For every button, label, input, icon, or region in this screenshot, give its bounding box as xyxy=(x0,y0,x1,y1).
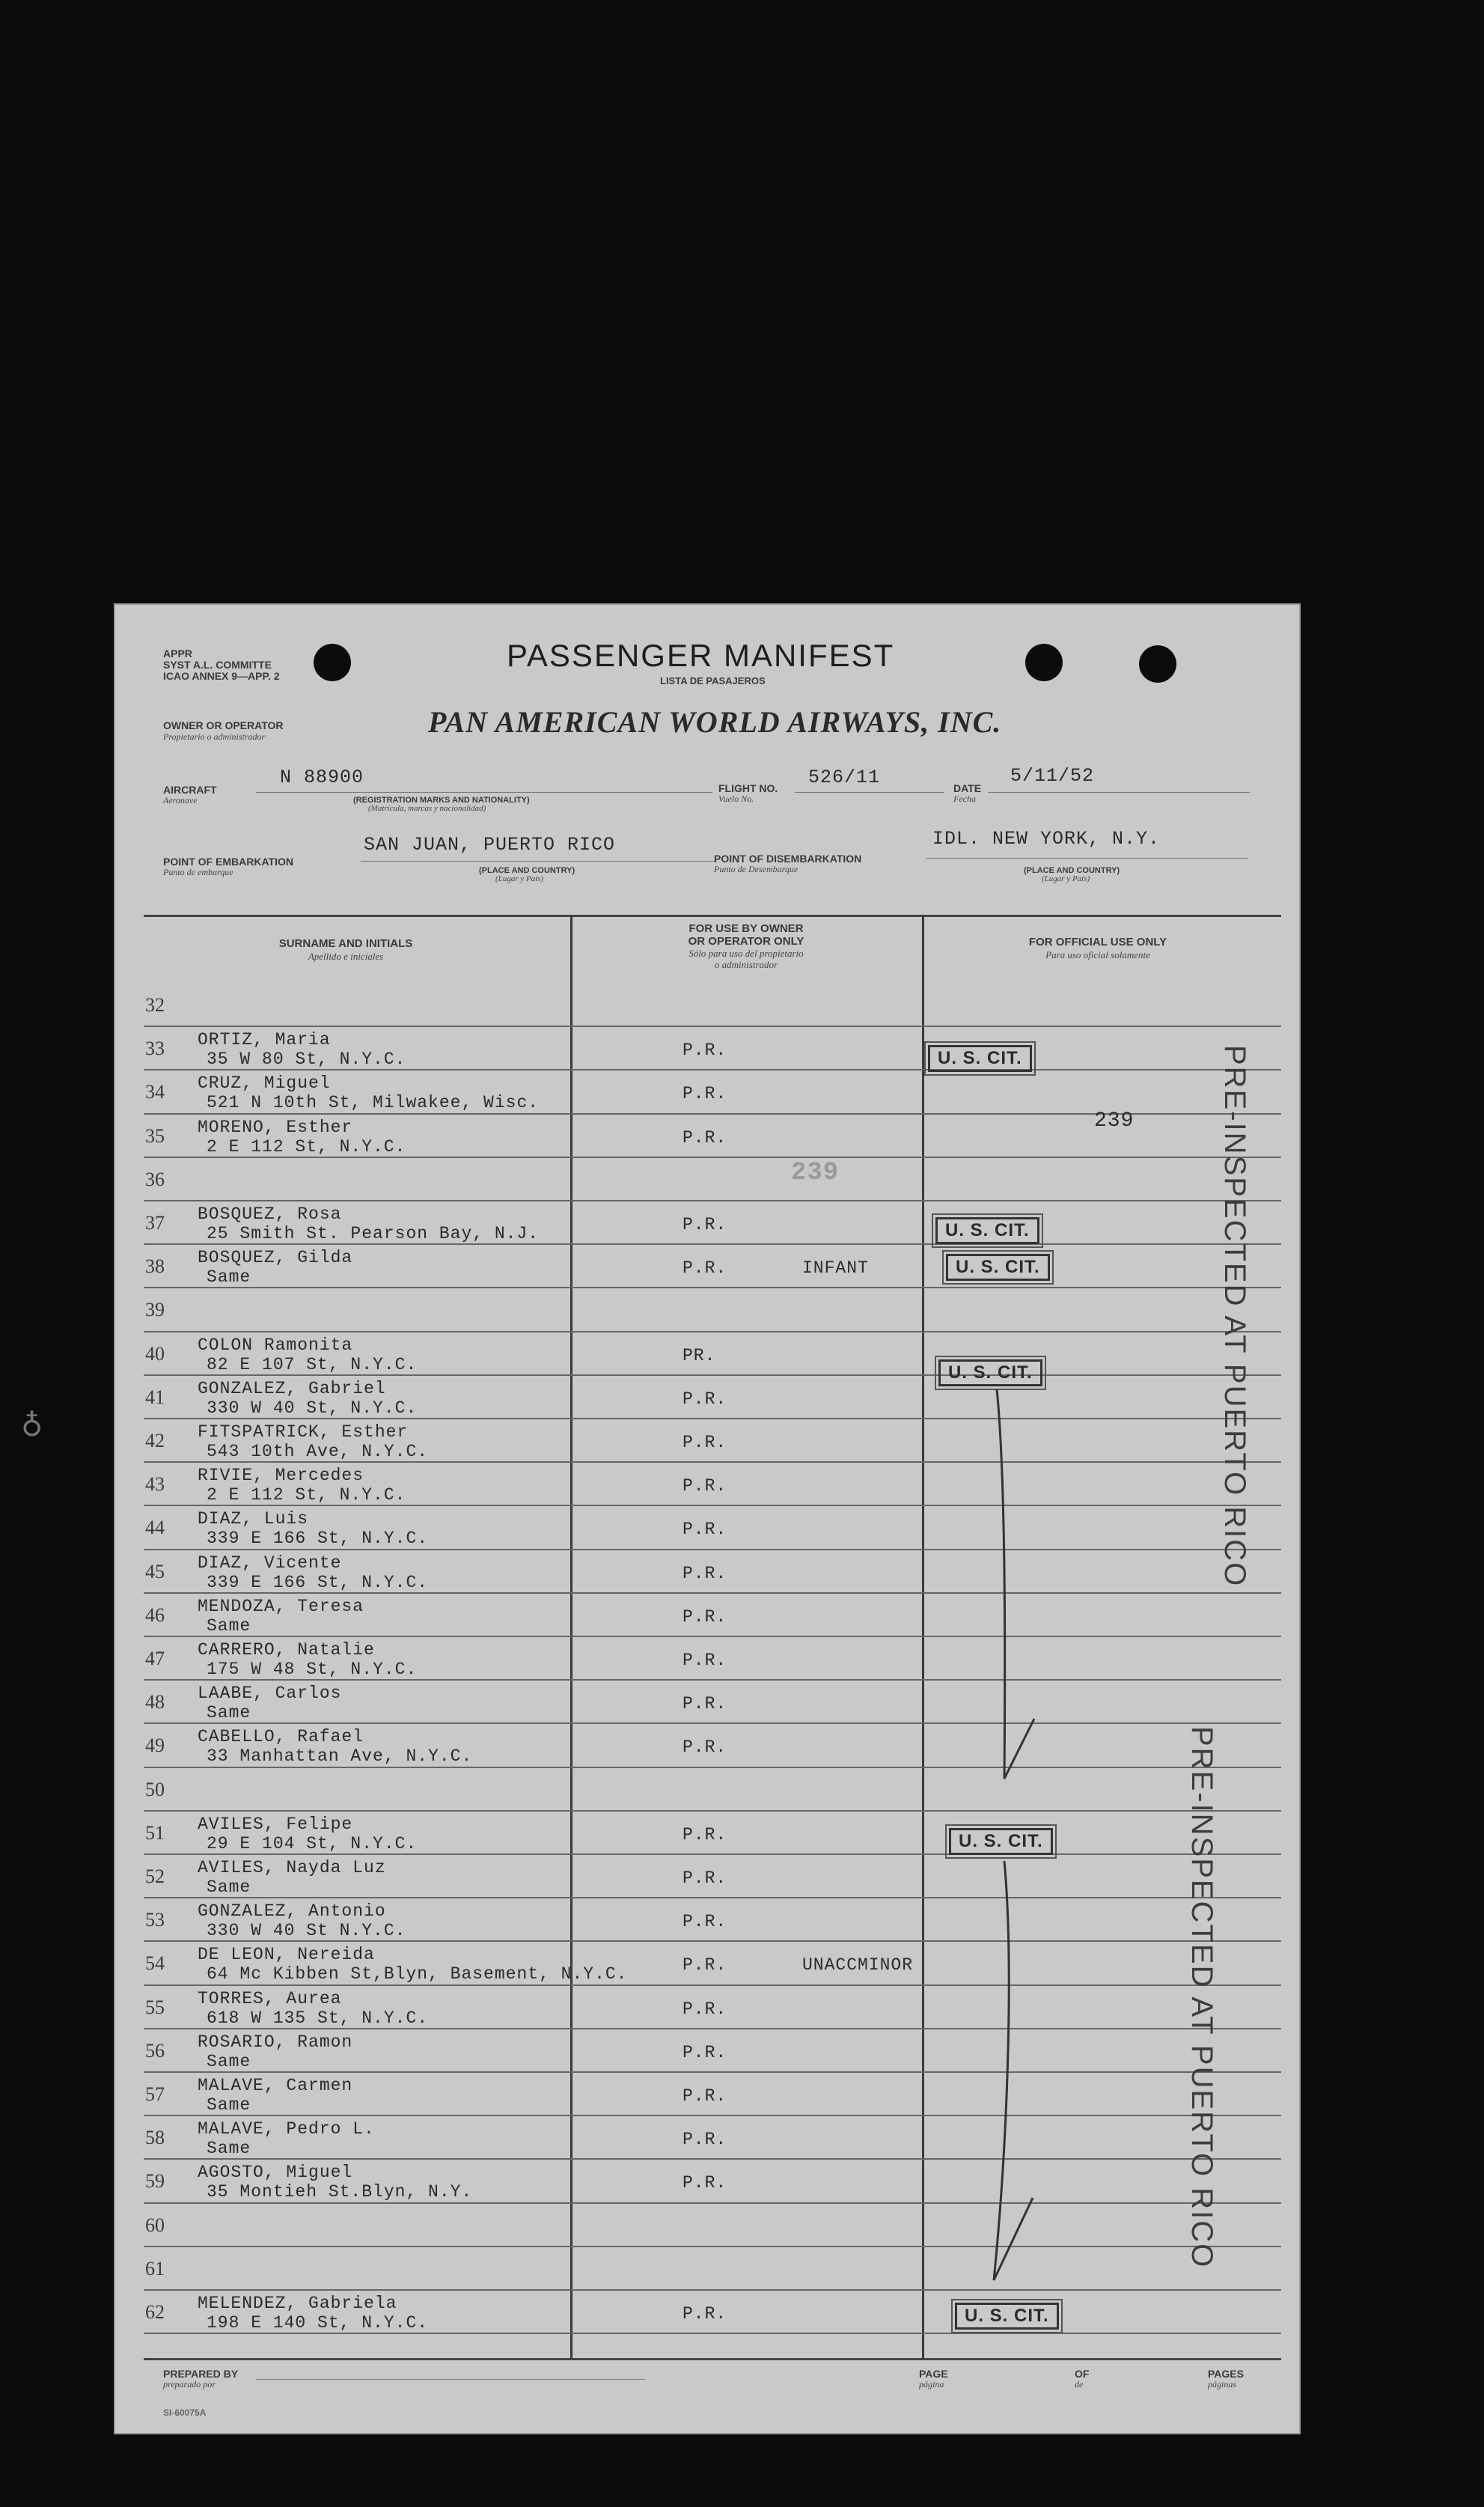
owner-label: OWNER OR OPERATOR xyxy=(163,719,284,731)
passenger-name: MALAVE, Pedro L. xyxy=(198,2119,375,2139)
row-number: 53 xyxy=(145,1909,165,1931)
row-divider xyxy=(144,2071,1281,2073)
form-code: SI-60075A xyxy=(163,2407,207,2418)
us-cit-stamp: U. S. CIT. xyxy=(946,1254,1050,1281)
passenger-name: AVILES, Felipe xyxy=(198,1815,353,1834)
row-number: 37 xyxy=(145,1212,165,1234)
of-label: OF xyxy=(1075,2368,1090,2380)
operator-code: P.R. xyxy=(683,1389,727,1409)
row-number: 40 xyxy=(145,1343,165,1365)
row-divider xyxy=(144,1722,1281,1724)
passenger-address: 543 10th Ave, N.Y.C. xyxy=(207,1442,429,1461)
passenger-address: 35 W 80 St, N.Y.C. xyxy=(207,1050,406,1069)
disembark-place-note-es: (Lugar y País) xyxy=(1042,874,1090,883)
row-number: 36 xyxy=(145,1169,165,1190)
manifest-sheet xyxy=(114,603,1301,2434)
row-divider xyxy=(144,1853,1281,1855)
page-title: PASSENGER MANIFEST xyxy=(507,638,895,673)
passenger-address: Same xyxy=(207,1267,251,1287)
aircraft-value: N 88900 xyxy=(280,767,364,788)
operator-code: P.R. xyxy=(683,1651,727,1670)
passenger-address: 175 W 48 St, N.Y.C. xyxy=(207,1660,418,1679)
operator-note: UNACCMINOR xyxy=(802,1955,914,1975)
row-number: 52 xyxy=(145,1865,165,1887)
row-divider xyxy=(144,1418,1281,1419)
row-number: 46 xyxy=(145,1604,165,1626)
row-number: 42 xyxy=(145,1430,165,1451)
row-number: 49 xyxy=(145,1734,165,1756)
passenger-name: FITSPATRICK, Esther xyxy=(198,1422,409,1442)
operator-code: P.R. xyxy=(683,2043,727,2062)
flight-label: FLIGHT NO. xyxy=(718,782,778,794)
operator-code: P.R. xyxy=(683,1825,727,1845)
row-number: 47 xyxy=(145,1648,165,1669)
row-number: 58 xyxy=(145,2127,165,2148)
operator-code: P.R. xyxy=(683,1564,727,1583)
prepared-by-label-es: preparado por xyxy=(163,2379,216,2389)
passenger-name: ROSARIO, Ramon xyxy=(198,2032,353,2052)
check-mark-icon xyxy=(974,1846,1064,2325)
row-number: 44 xyxy=(145,1517,165,1538)
passenger-name: CARRERO, Natalie xyxy=(198,1640,375,1660)
row-number: 43 xyxy=(145,1473,165,1495)
row-divider xyxy=(144,1549,1281,1550)
pre-inspected-stamp: PRE-INSPECTED AT PUERTO RICO xyxy=(1218,1045,1251,1588)
passenger-address: 339 E 166 St, N.Y.C. xyxy=(207,1573,429,1592)
operator-code: P.R. xyxy=(683,1084,727,1103)
row-number: 39 xyxy=(145,1299,165,1320)
row-divider xyxy=(144,1069,1281,1070)
operator-code: P.R. xyxy=(683,1476,727,1496)
row-divider xyxy=(144,1287,1281,1288)
operator-code: PR. xyxy=(683,1346,716,1365)
passenger-address: Same xyxy=(207,1616,251,1636)
passenger-address: Same xyxy=(207,2095,251,2115)
disembark-place-note: (PLACE AND COUNTRY) xyxy=(1024,866,1120,875)
col-official-head-es: Para uso oficial solamente xyxy=(1045,949,1150,960)
row-number: 41 xyxy=(145,1386,165,1408)
operator-code: P.R. xyxy=(683,2130,727,2149)
date-value: 5/11/52 xyxy=(1010,765,1095,787)
passenger-address: 29 E 104 St, N.Y.C. xyxy=(207,1834,418,1853)
registration-note-es: (Matrícula, marcas y nacionalidad) xyxy=(368,804,486,813)
embark-place-note-es: (Lugar y País) xyxy=(495,874,544,883)
row-divider xyxy=(144,2246,1281,2247)
row-number: 50 xyxy=(145,1779,165,1800)
row-divider xyxy=(144,1461,1281,1463)
passenger-name: GONZALEZ, Gabriel xyxy=(198,1379,386,1398)
row-number: 51 xyxy=(145,1822,165,1844)
faint-count: 239 xyxy=(791,1159,840,1187)
row-divider xyxy=(144,2202,1281,2204)
flight-value: 526/11 xyxy=(808,767,881,788)
row-divider xyxy=(144,2289,1281,2291)
operator-code: P.R. xyxy=(683,1041,727,1060)
row-divider xyxy=(144,1157,1281,1158)
check-mark-icon xyxy=(974,1374,1064,1816)
passenger-name: LAABE, Carlos xyxy=(198,1684,342,1703)
passenger-address: Same xyxy=(207,1877,251,1897)
passenger-address: Same xyxy=(207,2052,251,2071)
operator-code: P.R. xyxy=(683,2086,727,2106)
row-number: 48 xyxy=(145,1691,165,1713)
row-divider xyxy=(144,1200,1281,1201)
passenger-address: Same xyxy=(207,2139,251,2158)
operator-code: P.R. xyxy=(683,1999,727,2019)
us-cit-stamp: U. S. CIT. xyxy=(928,1045,1032,1072)
passenger-name: CRUZ, Miguel xyxy=(198,1073,331,1093)
us-cit-stamp: U. S. CIT. xyxy=(949,1828,1053,1855)
row-number: 34 xyxy=(145,1081,165,1103)
passenger-name: RIVIE, Mercedes xyxy=(198,1466,364,1485)
passenger-name: COLON Ramonita xyxy=(198,1335,353,1355)
row-number: 38 xyxy=(145,1255,165,1277)
operator-code: P.R. xyxy=(683,1737,727,1757)
operator-code: P.R. xyxy=(683,1433,727,1452)
passenger-name: TORRES, Aurea xyxy=(198,1989,342,2008)
of-label-es: de xyxy=(1075,2379,1084,2389)
passenger-name: MORENO, Esther xyxy=(198,1118,353,1137)
passenger-name: BOSQUEZ, Rosa xyxy=(198,1204,342,1224)
aircraft-label: AIRCRAFT xyxy=(163,784,217,796)
row-divider xyxy=(144,1505,1281,1506)
passenger-name: DIAZ, Vicente xyxy=(198,1553,342,1573)
pages-label: PAGES xyxy=(1208,2368,1244,2380)
page-label: PAGE xyxy=(919,2368,948,2380)
passenger-address: 339 E 166 St, N.Y.C. xyxy=(207,1529,429,1548)
col-surname-head-es: Apellido e iniciales xyxy=(308,951,384,962)
row-number: 45 xyxy=(145,1561,165,1583)
airline-name: PAN AMERICAN WORLD AIRWAYS, INC. xyxy=(428,705,1002,739)
row-divider xyxy=(144,2333,1281,2334)
operator-code: P.R. xyxy=(683,1955,727,1975)
approval-note: APPR SYST A.L. COMMITTE ICAO ANNEX 9—APP. 2 xyxy=(163,648,280,682)
operator-code: P.R. xyxy=(683,1694,727,1714)
row-divider xyxy=(144,1026,1281,1027)
page-label-es: página xyxy=(919,2379,944,2389)
col-owner-head: FOR USE BY OWNER OR OPERATOR ONLY xyxy=(688,922,804,948)
operator-code: P.R. xyxy=(683,1607,727,1627)
row-divider xyxy=(144,1897,1281,1898)
row-divider xyxy=(144,2028,1281,2029)
row-divider xyxy=(144,1679,1281,1681)
row-number: 62 xyxy=(145,2301,165,2323)
disembark-label-es: Punto de Desembarque xyxy=(714,864,799,874)
row-number: 33 xyxy=(145,1038,165,1059)
row-divider xyxy=(144,1331,1281,1332)
passenger-name: AVILES, Nayda Luz xyxy=(198,1858,386,1877)
owner-label-es: Propietario o administrador xyxy=(163,731,266,742)
operator-note: INFANT xyxy=(802,1258,869,1278)
embark-label-es: Punto de embarque xyxy=(163,867,233,877)
row-number: 61 xyxy=(145,2258,165,2279)
operator-code: P.R. xyxy=(683,1128,727,1148)
passenger-name: BOSQUEZ, Gilda xyxy=(198,1248,353,1267)
us-cit-stamp: U. S. CIT. xyxy=(955,2303,1059,2330)
col-official-head: FOR OFFICIAL USE ONLY xyxy=(1028,936,1167,948)
passenger-address: 330 W 40 St, N.Y.C. xyxy=(207,1398,418,1418)
operator-code: P.R. xyxy=(683,1912,727,1931)
row-divider xyxy=(144,1592,1281,1594)
passenger-address: 330 W 40 St N.Y.C. xyxy=(207,1921,406,1940)
passenger-name: DE LEON, Nereida xyxy=(198,1945,375,1964)
passenger-name: MALAVE, Carmen xyxy=(198,2076,353,2095)
passenger-address: 35 Montieh St.Blyn, N.Y. xyxy=(207,2182,473,2202)
embark-label: POINT OF EMBARKATION xyxy=(163,856,293,868)
row-number: 55 xyxy=(145,1996,165,2018)
operator-code: P.R. xyxy=(683,1868,727,1888)
row-divider xyxy=(144,1810,1281,1812)
passenger-address: 198 E 140 St, N.Y.C. xyxy=(207,2313,429,2333)
punch-hole-left xyxy=(314,644,351,681)
registration-note: (REGISTRATION MARKS AND NATIONALITY) xyxy=(353,796,530,805)
disembark-label: POINT OF DISEMBARKATION xyxy=(714,853,862,865)
row-number: 54 xyxy=(145,1952,165,1974)
aircraft-label-es: Aeronave xyxy=(163,795,198,805)
passenger-address: 2 E 112 St, N.Y.C. xyxy=(207,1485,406,1505)
row-number: 60 xyxy=(145,2214,165,2236)
row-number: 57 xyxy=(145,2083,165,2105)
row-divider xyxy=(144,1243,1281,1245)
punch-hole-right-2 xyxy=(1139,645,1176,683)
date-label: DATE xyxy=(953,782,982,794)
pages-label-es: páginas xyxy=(1208,2379,1237,2389)
row-divider xyxy=(144,2158,1281,2160)
row-divider xyxy=(144,2115,1281,2116)
embark-value: SAN JUAN, PUERTO RICO xyxy=(364,834,616,856)
row-divider xyxy=(144,1636,1281,1637)
operator-code: P.R. xyxy=(683,1520,727,1539)
disembark-value: IDL. NEW YORK, N.Y. xyxy=(932,828,1161,850)
passenger-name: DIAZ, Luis xyxy=(198,1509,309,1529)
row-divider xyxy=(144,1940,1281,1942)
pre-inspected-stamp: PRE-INSPECTED AT PUERTO RICO xyxy=(1185,1726,1218,2269)
row-divider xyxy=(144,1767,1281,1768)
prepared-by-label: PREPARED BY xyxy=(163,2368,239,2380)
col-surname-head: SURNAME AND INITIALS xyxy=(278,937,413,950)
row-divider xyxy=(144,1984,1281,1986)
passenger-address: 25 Smith St. Pearson Bay, N.J. xyxy=(207,1224,540,1243)
row-number: 32 xyxy=(145,994,165,1016)
passenger-address: 82 E 107 St, N.Y.C. xyxy=(207,1355,418,1374)
operator-code: P.R. xyxy=(683,1215,727,1234)
passenger-name: MENDOZA, Teresa xyxy=(198,1597,364,1616)
row-number: 56 xyxy=(145,2040,165,2062)
passenger-name: GONZALEZ, Antonio xyxy=(198,1901,386,1921)
passenger-address: 33 Manhattan Ave, N.Y.C. xyxy=(207,1746,473,1766)
passenger-count: 239 xyxy=(1094,1109,1135,1133)
passenger-address: 64 Mc Kibben St,Blyn, Basement, N.Y.C. xyxy=(207,1964,628,1984)
flight-label-es: Vuelo No. xyxy=(718,793,754,804)
passenger-name: CABELLO, Rafael xyxy=(198,1727,364,1746)
us-cit-stamp: U. S. CIT. xyxy=(938,1359,1042,1386)
passenger-name: AGOSTO, Miguel xyxy=(198,2163,353,2182)
row-divider xyxy=(144,1374,1281,1376)
embark-place-note: (PLACE AND COUNTRY) xyxy=(479,866,575,875)
row-number: 59 xyxy=(145,2170,165,2192)
passenger-address: 2 E 112 St, N.Y.C. xyxy=(207,1137,406,1157)
date-label-es: Fecha xyxy=(953,793,976,804)
passenger-address: 521 N 10th St, Milwakee, Wisc. xyxy=(207,1093,540,1112)
operator-code: P.R. xyxy=(683,1258,727,1278)
margin-mark: ♁ xyxy=(21,1409,43,1443)
row-number: 35 xyxy=(145,1125,165,1147)
operator-code: P.R. xyxy=(683,2304,727,2324)
col-owner-head-es: Sólo para uso del propietario o administrador xyxy=(688,948,804,970)
passenger-address: 618 W 135 St, N.Y.C. xyxy=(207,2008,429,2028)
operator-code: P.R. xyxy=(683,2173,727,2193)
us-cit-stamp: U. S. CIT. xyxy=(935,1217,1039,1244)
passenger-name: ORTIZ, Maria xyxy=(198,1030,331,1050)
page-subtitle: LISTA DE PASAJEROS xyxy=(660,675,766,686)
punch-hole-right-1 xyxy=(1025,644,1063,681)
passenger-name: MELENDEZ, Gabriela xyxy=(198,2294,397,2313)
passenger-address: Same xyxy=(207,1703,251,1722)
